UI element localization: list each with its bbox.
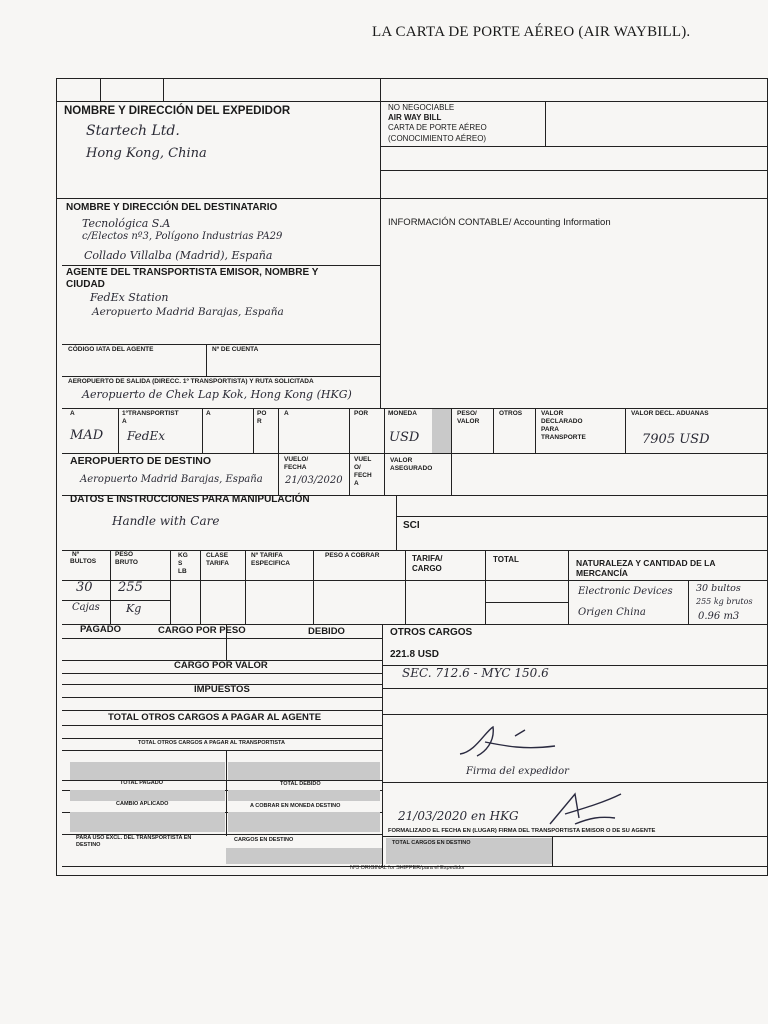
routing-carrier-label-1: 1ºTRANSPORTIST xyxy=(122,410,179,417)
consignee-top-rule xyxy=(56,198,768,199)
impuestos-label: IMPUESTOS xyxy=(194,684,250,695)
routing-carrier-label-2: A xyxy=(122,418,127,425)
valor-aduanas-label: VALOR DECL. ADUANAS xyxy=(631,410,709,417)
charges-main-divider xyxy=(382,624,383,866)
flight-label-2: FECHA xyxy=(284,464,307,471)
col-tarifa-cargo-2: CARGO xyxy=(412,564,442,573)
currency-value: USD xyxy=(389,430,420,445)
routing-a2-label: A xyxy=(206,410,211,417)
total-transportista-label: TOTAL OTROS CARGOS A PAGAR AL TRANSPORTISTA xyxy=(138,740,285,746)
cambio-shade xyxy=(70,790,225,801)
otros-cargos-value: 221.8 USD xyxy=(390,649,439,660)
departure-top-rule xyxy=(62,376,380,377)
waybill-header-underline xyxy=(380,146,768,147)
cargo-div-9 xyxy=(688,580,689,624)
agent-label-2: CIUDAD xyxy=(66,279,105,290)
cambio-label: CAMBIO APLICADO xyxy=(116,801,169,807)
departure-label: AEROPUERTO DE SALIDA (DIRECC. 1º TRANSPORTISTA) Y RUTA SOLICITADA xyxy=(68,378,314,385)
charges-rule-3 xyxy=(62,673,382,674)
footer-copy-label: Nº3 ORIGINAL for SHIPPER/para el Expedidor xyxy=(350,865,465,871)
charges-rule-6 xyxy=(62,710,382,711)
accounting-label: INFORMACIÓN CONTABLE/ Accounting Information xyxy=(388,217,611,228)
codes-divider xyxy=(206,344,207,376)
uso-label-1: PARA USO EXCL. DEL TRANSPORTISTA EN xyxy=(76,835,192,841)
charges-rule-9 xyxy=(62,750,382,751)
waybill-header-3: CARTA DE PORTE AÉREO xyxy=(388,123,487,132)
cargo-header-rule xyxy=(62,580,768,581)
routing-div-8 xyxy=(451,408,452,453)
debido-label: DEBIDO xyxy=(308,626,345,637)
destination-top-rule xyxy=(62,453,768,454)
top-strip-cell-divider-1 xyxy=(100,78,101,101)
otros-rule-2 xyxy=(382,688,768,689)
routing-div-11 xyxy=(625,408,626,453)
cargo-weight-subrule xyxy=(62,600,170,601)
vuelo2-label-1: VUEL xyxy=(354,456,372,463)
col-bultos-1: Nº xyxy=(72,551,80,558)
charges-rule-8 xyxy=(62,738,382,739)
dest-div-3 xyxy=(384,453,385,495)
vuelo2-label-2: O/ xyxy=(354,464,361,471)
valor-transporte-label-3: PARA xyxy=(541,426,559,433)
waybill-header-2: AIR WAY BILL xyxy=(388,113,442,122)
destino-right-divider xyxy=(552,836,553,866)
routing-por-label-2: R xyxy=(257,418,262,425)
total-agente-label: TOTAL OTROS CARGOS A PAGAR AL AGENTE xyxy=(108,712,322,723)
valor-transporte-label-4: TRANSPORTE xyxy=(541,434,586,441)
vuelo2-label-4: A xyxy=(354,480,359,487)
insured-label-1: VALOR xyxy=(390,457,413,464)
routing-div-4 xyxy=(278,408,279,453)
col-naturaleza-1: NATURALEZA Y CANTIDAD DE LA xyxy=(576,558,716,568)
col-peso-1: PESO xyxy=(115,551,134,558)
col-kg-3: LB xyxy=(178,568,187,575)
waybill-header-4: (CONOCIMIENTO AÉREO) xyxy=(388,134,487,143)
formalizado-label: FORMALIZADO EL FECHA EN (LUGAR) FIRMA DEL TRANSPORTISTA EMISOR O DE SU AGENTE xyxy=(388,828,656,834)
col-bultos-2: BULTOS xyxy=(70,558,97,565)
cobrar-label: A COBRAR EN MONEDA DESTINO xyxy=(250,803,341,809)
peso-valor-label-1: PESO/ xyxy=(457,410,477,417)
routing-shaded-cell xyxy=(432,409,451,453)
cargo-div-8 xyxy=(568,550,569,624)
otros-label: OTROS xyxy=(499,410,523,417)
account-number-label: Nº DE CUENTA xyxy=(212,346,259,353)
dest-div-1 xyxy=(278,453,279,495)
routing-carrier-value: FedEx xyxy=(127,429,165,443)
shipper-address: Hong Kong, China xyxy=(86,146,207,161)
cargo-div-2 xyxy=(170,550,171,624)
col-tarifa-cargo-1: TARIFA/ xyxy=(412,554,443,563)
consignee-name: Tecnológica S.A xyxy=(82,217,171,230)
otros-cargos-label: OTROS CARGOS xyxy=(390,627,473,638)
agent-city: Aeropuerto Madrid Barajas, España xyxy=(92,306,284,318)
sci-top-rule xyxy=(396,516,768,517)
vuelo2-label-3: FECH xyxy=(354,472,372,479)
firma-label: Firma del expedidor xyxy=(466,766,569,777)
qty-weight: 255 kg brutos xyxy=(696,597,753,606)
flight-value: 21/03/2020 xyxy=(285,475,343,486)
col-peso-2: BRUTO xyxy=(115,559,138,566)
valor-transporte-label-1: VALOR xyxy=(541,410,564,417)
routing-div-5 xyxy=(349,408,350,453)
cargos-destino-label: CARGOS EN DESTINO xyxy=(234,837,294,843)
routing-a-value: MAD xyxy=(70,428,104,443)
routing-top-rule xyxy=(62,408,768,409)
cargo-top-rule xyxy=(62,550,768,551)
shipper-label: NOMBRE Y DIRECCIÓN DEL EXPEDIDOR xyxy=(64,105,291,117)
signature-rule xyxy=(382,782,768,783)
document-title: LA CARTA DE PORTE AÉREO (AIR WAYBILL). xyxy=(372,24,691,40)
routing-div-2 xyxy=(202,408,203,453)
peso-value: 255 xyxy=(118,580,143,595)
fecha-value: 21/03/2020 en HKG xyxy=(398,809,519,823)
handling-value: Handle with Care xyxy=(112,514,220,528)
routing-div-3 xyxy=(253,408,254,453)
charges-rule-7 xyxy=(62,725,382,726)
shipper-signature-icon xyxy=(455,722,565,762)
total-pagado-shade xyxy=(70,762,225,780)
uso-label-2: DESTINO xyxy=(76,842,101,848)
insured-label-2: ASEGURADO xyxy=(390,465,433,472)
cargo-div-6 xyxy=(405,550,406,624)
destination-label: AEROPUERTO DE DESTINO xyxy=(70,455,211,467)
col-tarifa-1: Nº TARIFA xyxy=(251,552,283,559)
cargo-div-3 xyxy=(200,550,201,624)
codes-top-rule xyxy=(62,344,380,345)
routing-por2-label: POR xyxy=(354,410,369,417)
handling-label: DATOS E INSTRUCCIONES PARA MANIPULACIÓN xyxy=(70,494,310,505)
col-total: TOTAL xyxy=(493,555,519,564)
dest-div-4 xyxy=(451,453,452,495)
formalizado-rule xyxy=(382,836,768,837)
cargo-div-5 xyxy=(313,550,314,624)
total-pagado-label: TOTAL PAGADO xyxy=(120,780,163,786)
sci-divider xyxy=(396,495,397,550)
currency-label: MONEDA xyxy=(388,410,417,417)
otros-rule-3 xyxy=(382,714,768,715)
consignee-city: Collado Villalba (Madrid), España xyxy=(84,249,273,262)
qty-volume: 0.96 m3 xyxy=(698,611,740,622)
total-debido-label: TOTAL DEBIDO xyxy=(280,781,321,787)
total-debido-shade xyxy=(228,762,380,780)
bultos-value: 30 xyxy=(76,580,93,595)
waybill-header-1: NO NEGOCIABLE xyxy=(388,103,455,112)
bultos-unit: Cajas xyxy=(72,602,100,613)
routing-div-1 xyxy=(118,408,119,453)
peso-unit: Kg xyxy=(126,602,142,615)
col-clase-1: CLASE xyxy=(206,552,229,559)
cargo-div-1 xyxy=(110,550,111,624)
top-strip-cell-divider-2 xyxy=(163,78,164,101)
pagado-label: PAGADO xyxy=(80,624,121,635)
uso-shade xyxy=(70,812,225,832)
main-column-divider xyxy=(380,78,381,408)
consignee-street: c/Electos nº3, Polígono Industrias PA29 xyxy=(82,231,283,242)
departure-value: Aeropuerto de Chek Lap Kok, Hong Kong (HKG) xyxy=(82,388,352,401)
agent-label-1: AGENTE DEL TRANSPORTISTA EMISOR, NOMBRE Y xyxy=(66,267,319,278)
col-tarifa-2: ESPECIFICA xyxy=(251,560,291,567)
flight-label-1: VUELO/ xyxy=(284,456,309,463)
col-kg-1: KG xyxy=(178,552,188,559)
agent-top-rule xyxy=(62,265,380,266)
routing-div-10 xyxy=(535,408,536,453)
routing-a-label: A xyxy=(70,410,75,417)
destino-bottom-shade-1 xyxy=(226,848,382,864)
routing-div-6 xyxy=(384,408,385,453)
paid-column-divider xyxy=(226,638,227,660)
col-kg-2: S xyxy=(178,560,183,567)
cargos-destino-shade xyxy=(228,812,380,832)
top-strip-divider xyxy=(56,101,768,102)
col-clase-2: TARIFA xyxy=(206,560,229,567)
otros-cargos-detail: SEC. 712.6 - MYC 150.6 xyxy=(402,666,549,680)
qty-bultos: 30 bultos xyxy=(696,583,741,594)
peso-valor-label-2: VALOR xyxy=(457,418,480,425)
cargo-div-4 xyxy=(245,550,246,624)
col-naturaleza-2: MERCANCÍA xyxy=(576,568,628,578)
valor-aduanas-value: 7905 USD xyxy=(642,432,710,447)
totals-rule-1 xyxy=(62,780,382,781)
total-destino-label: TOTAL CARGOS EN DESTINO xyxy=(392,840,471,846)
cargo-peso-label: CARGO POR PESO xyxy=(158,625,246,636)
sci-label: SCI xyxy=(403,520,420,531)
cargo-div-7 xyxy=(485,550,486,624)
routing-div-9 xyxy=(493,408,494,453)
charges-rule-1 xyxy=(62,638,382,639)
cargo-valor-label: CARGO POR VALOR xyxy=(174,660,268,671)
dest-div-2 xyxy=(349,453,350,495)
consignee-label: NOMBRE Y DIRECCIÓN DEL DESTINATARIO xyxy=(66,202,278,213)
agent-name: FedEx Station xyxy=(90,291,169,304)
cargo-total-subrule-1 xyxy=(485,602,568,603)
waybill-number-divider xyxy=(380,170,768,171)
goods-origin: Origen China xyxy=(578,607,646,618)
col-peso-cobrar: PESO A COBRAR xyxy=(325,552,380,559)
charges-rule-5 xyxy=(62,697,382,698)
shipper-name: Startech Ltd. xyxy=(86,123,180,139)
iata-code-label: CÓDIGO IATA DEL AGENTE xyxy=(68,346,154,353)
waybill-header-cell-divider xyxy=(545,101,546,146)
routing-a3-label: A xyxy=(284,410,289,417)
totals-divider xyxy=(226,750,227,836)
destination-value: Aeropuerto Madrid Barajas, España xyxy=(80,474,263,485)
routing-por-label-1: PO xyxy=(257,410,267,417)
goods-description: Electronic Devices xyxy=(578,586,673,597)
carrier-signature-icon xyxy=(545,788,625,828)
cobrar-shade xyxy=(228,790,380,801)
valor-transporte-label-2: DECLARADO xyxy=(541,418,583,425)
